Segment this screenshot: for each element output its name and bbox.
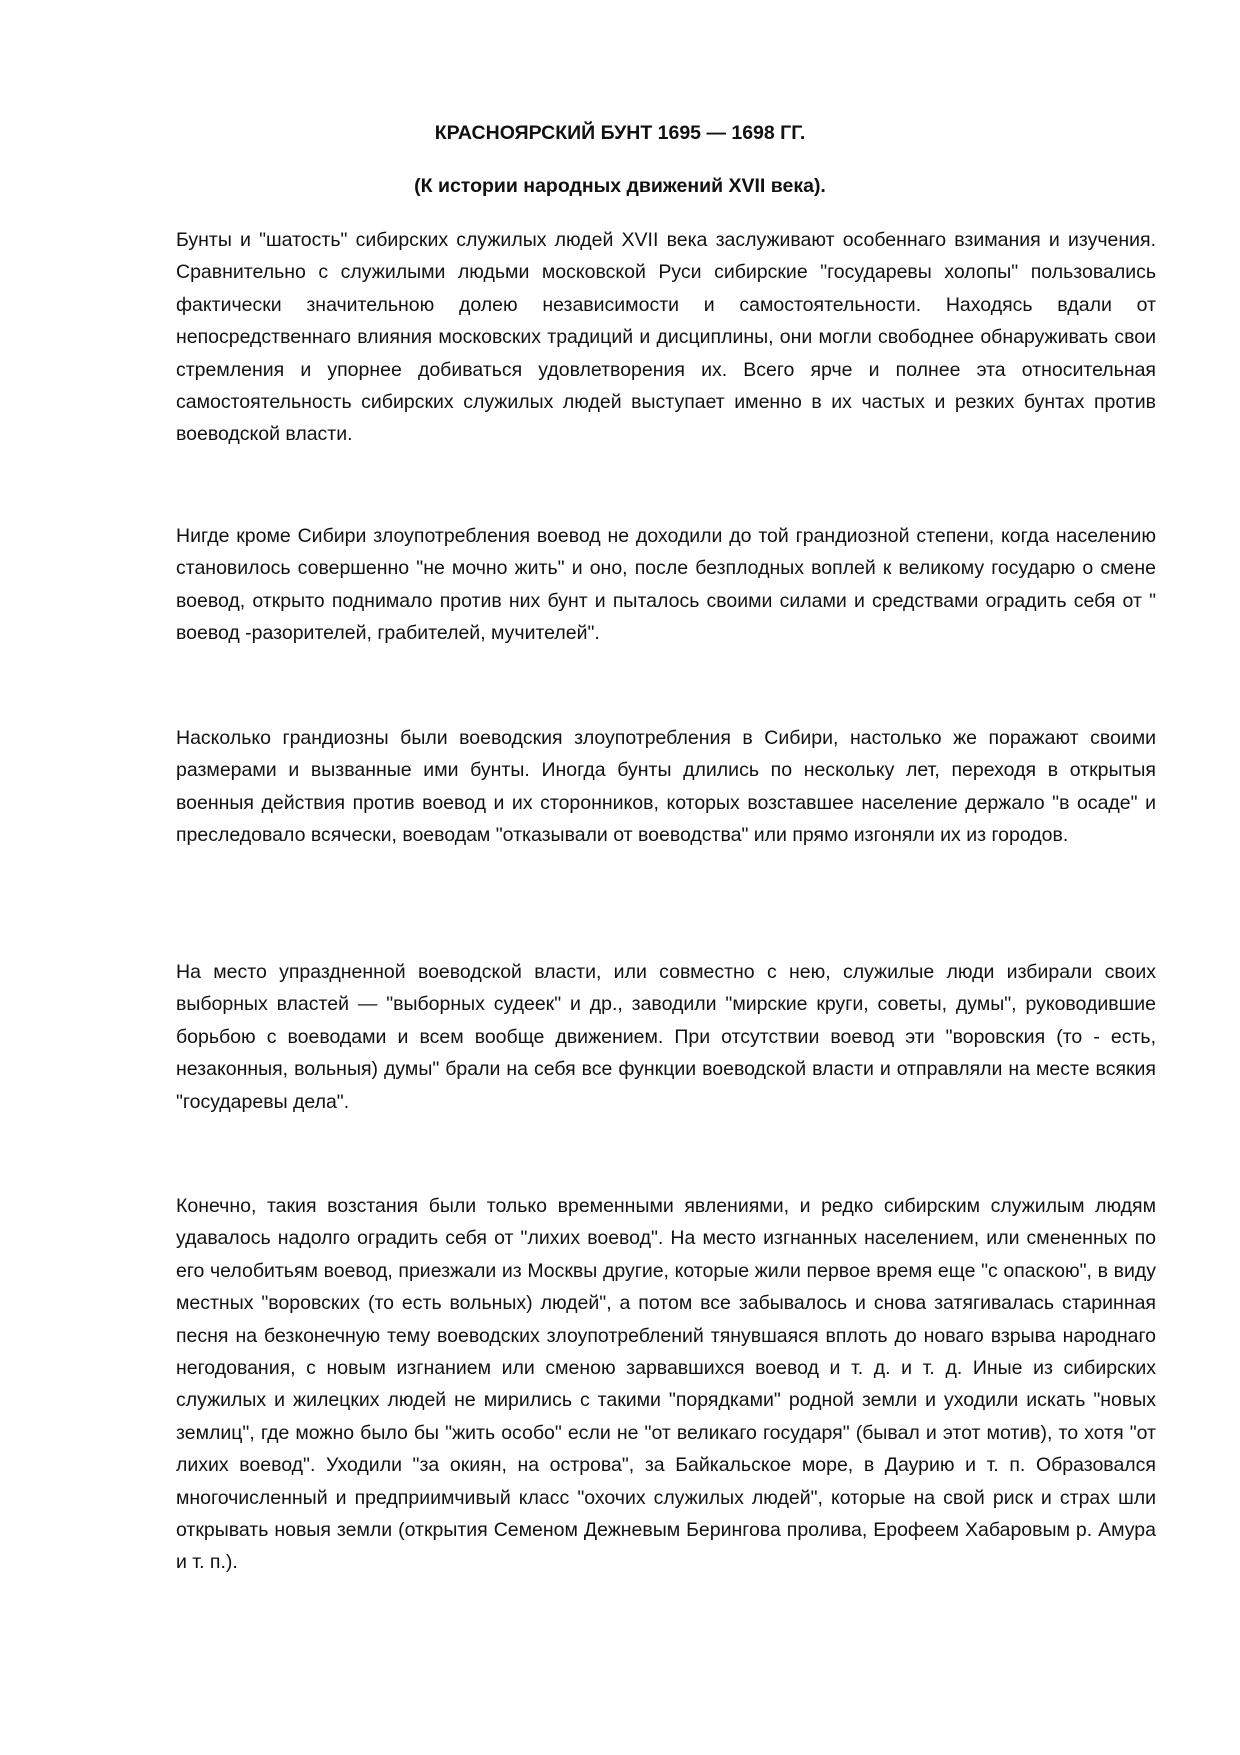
paragraph-4: На место упраздненной воеводской власти, или совместно с нею, служилые люди избирали своих выборных властей — "выборных судеек" и др., заводили "мирские круги, советы, думы", руководившие борьбою с воеводами и всем вообще движением. При отсутствии воевод эти "воровския (то - есть, незаконныя, вольныя) думы" брали на себя все функции воеводской власти и отправляли на месте всякия "государевы дела". (176, 961, 1156, 1113)
paragraph-5: Конечно, такия возстания были только временными явлениями, и редко сибирским служилым людям удавалось надолго оградить себя от "лихих воевод". На место изгнанных населением, или смененных по его челобитьям воевод, приезжали из Москвы другие, которые жили первое время еще "с опаскою", в виду местных "воровских (то есть вольных) людей", а потом все забывалось и снова затягивалась старинная песня на безконечную тему воеводских злоупотреблений тянувшаяся вплоть до новаго взрыва народнаго негодования, с новым изгнанием или сменою зарвавшихся воевод и т. д. и т. д. Иные из сибирских служилых и жилецких людей не мирились с такими "порядками" родной земли и уходили искать "новых землиц", где можно было бы "жить особо" если не "от великаго государя" (бывал и этот мотив), то хотя "от лихих воевод". Уходили "за окиян, на острова", за Байкальское море, в Даурию и т. п. Образовался многочисленный и предприимчивый класс "охочих служилых людей", которые на свой риск и страх шли открывать новыя земли (открытия Семеном Дежневым Берингова пролива, Ерофеем Хабаровым р. Амура и т. п.). (176, 1195, 1156, 1574)
paragraph-1: Бунты и "шатость" сибирских служилых людей XVII века заслуживают особеннаго взимания и изучения. Сравнительно с служилыми людьми московской Руси сибирские "государевы холопы" пользовались фактически значительною долею независимости и самостоятельности. Находясь вдали от непосредственнаго влияния московских традиций и дисциплины, они могли свободнее обнаруживать свои стремления и упорнее добиваться удовлетворения их. Всего ярче и полнее эта относительная самостоятельность сибирских служилых людей выступает именно в их частых и резких бунтах против воеводской власти. (176, 229, 1156, 446)
document-subtitle: (К истории народных движений XVII века). (414, 175, 826, 197)
paragraph-3: Насколько грандиозны были воеводския злоупотребления в Сибири, настолько же поражают своими размерами и вызванные ими бунты. Иногда бунты длились по нескольку лет, переходя в открытыя военныя действия против воевод и их сторонников, которых возставшее население держало "в осаде" и преследовало всячески, воеводам "отказывали от воеводства" или прямо изгоняли их из городов. (176, 727, 1156, 847)
paragraph-2: Нигде кроме Сибири злоупотребления воевод не доходили до той грандиозной степени, когда населению становилось совершенно "не мочно жить" и оно, после безплодных воплей к великому государю о смене воевод, открыто поднимало против них бунт и пыталось своими силами и средствами оградить себя от " воевод -разорителей, грабителей, мучителей". (176, 525, 1156, 645)
document-title: КРАСНОЯРСКИЙ БУНТ 1695 — 1698 ГГ. (434, 122, 806, 144)
